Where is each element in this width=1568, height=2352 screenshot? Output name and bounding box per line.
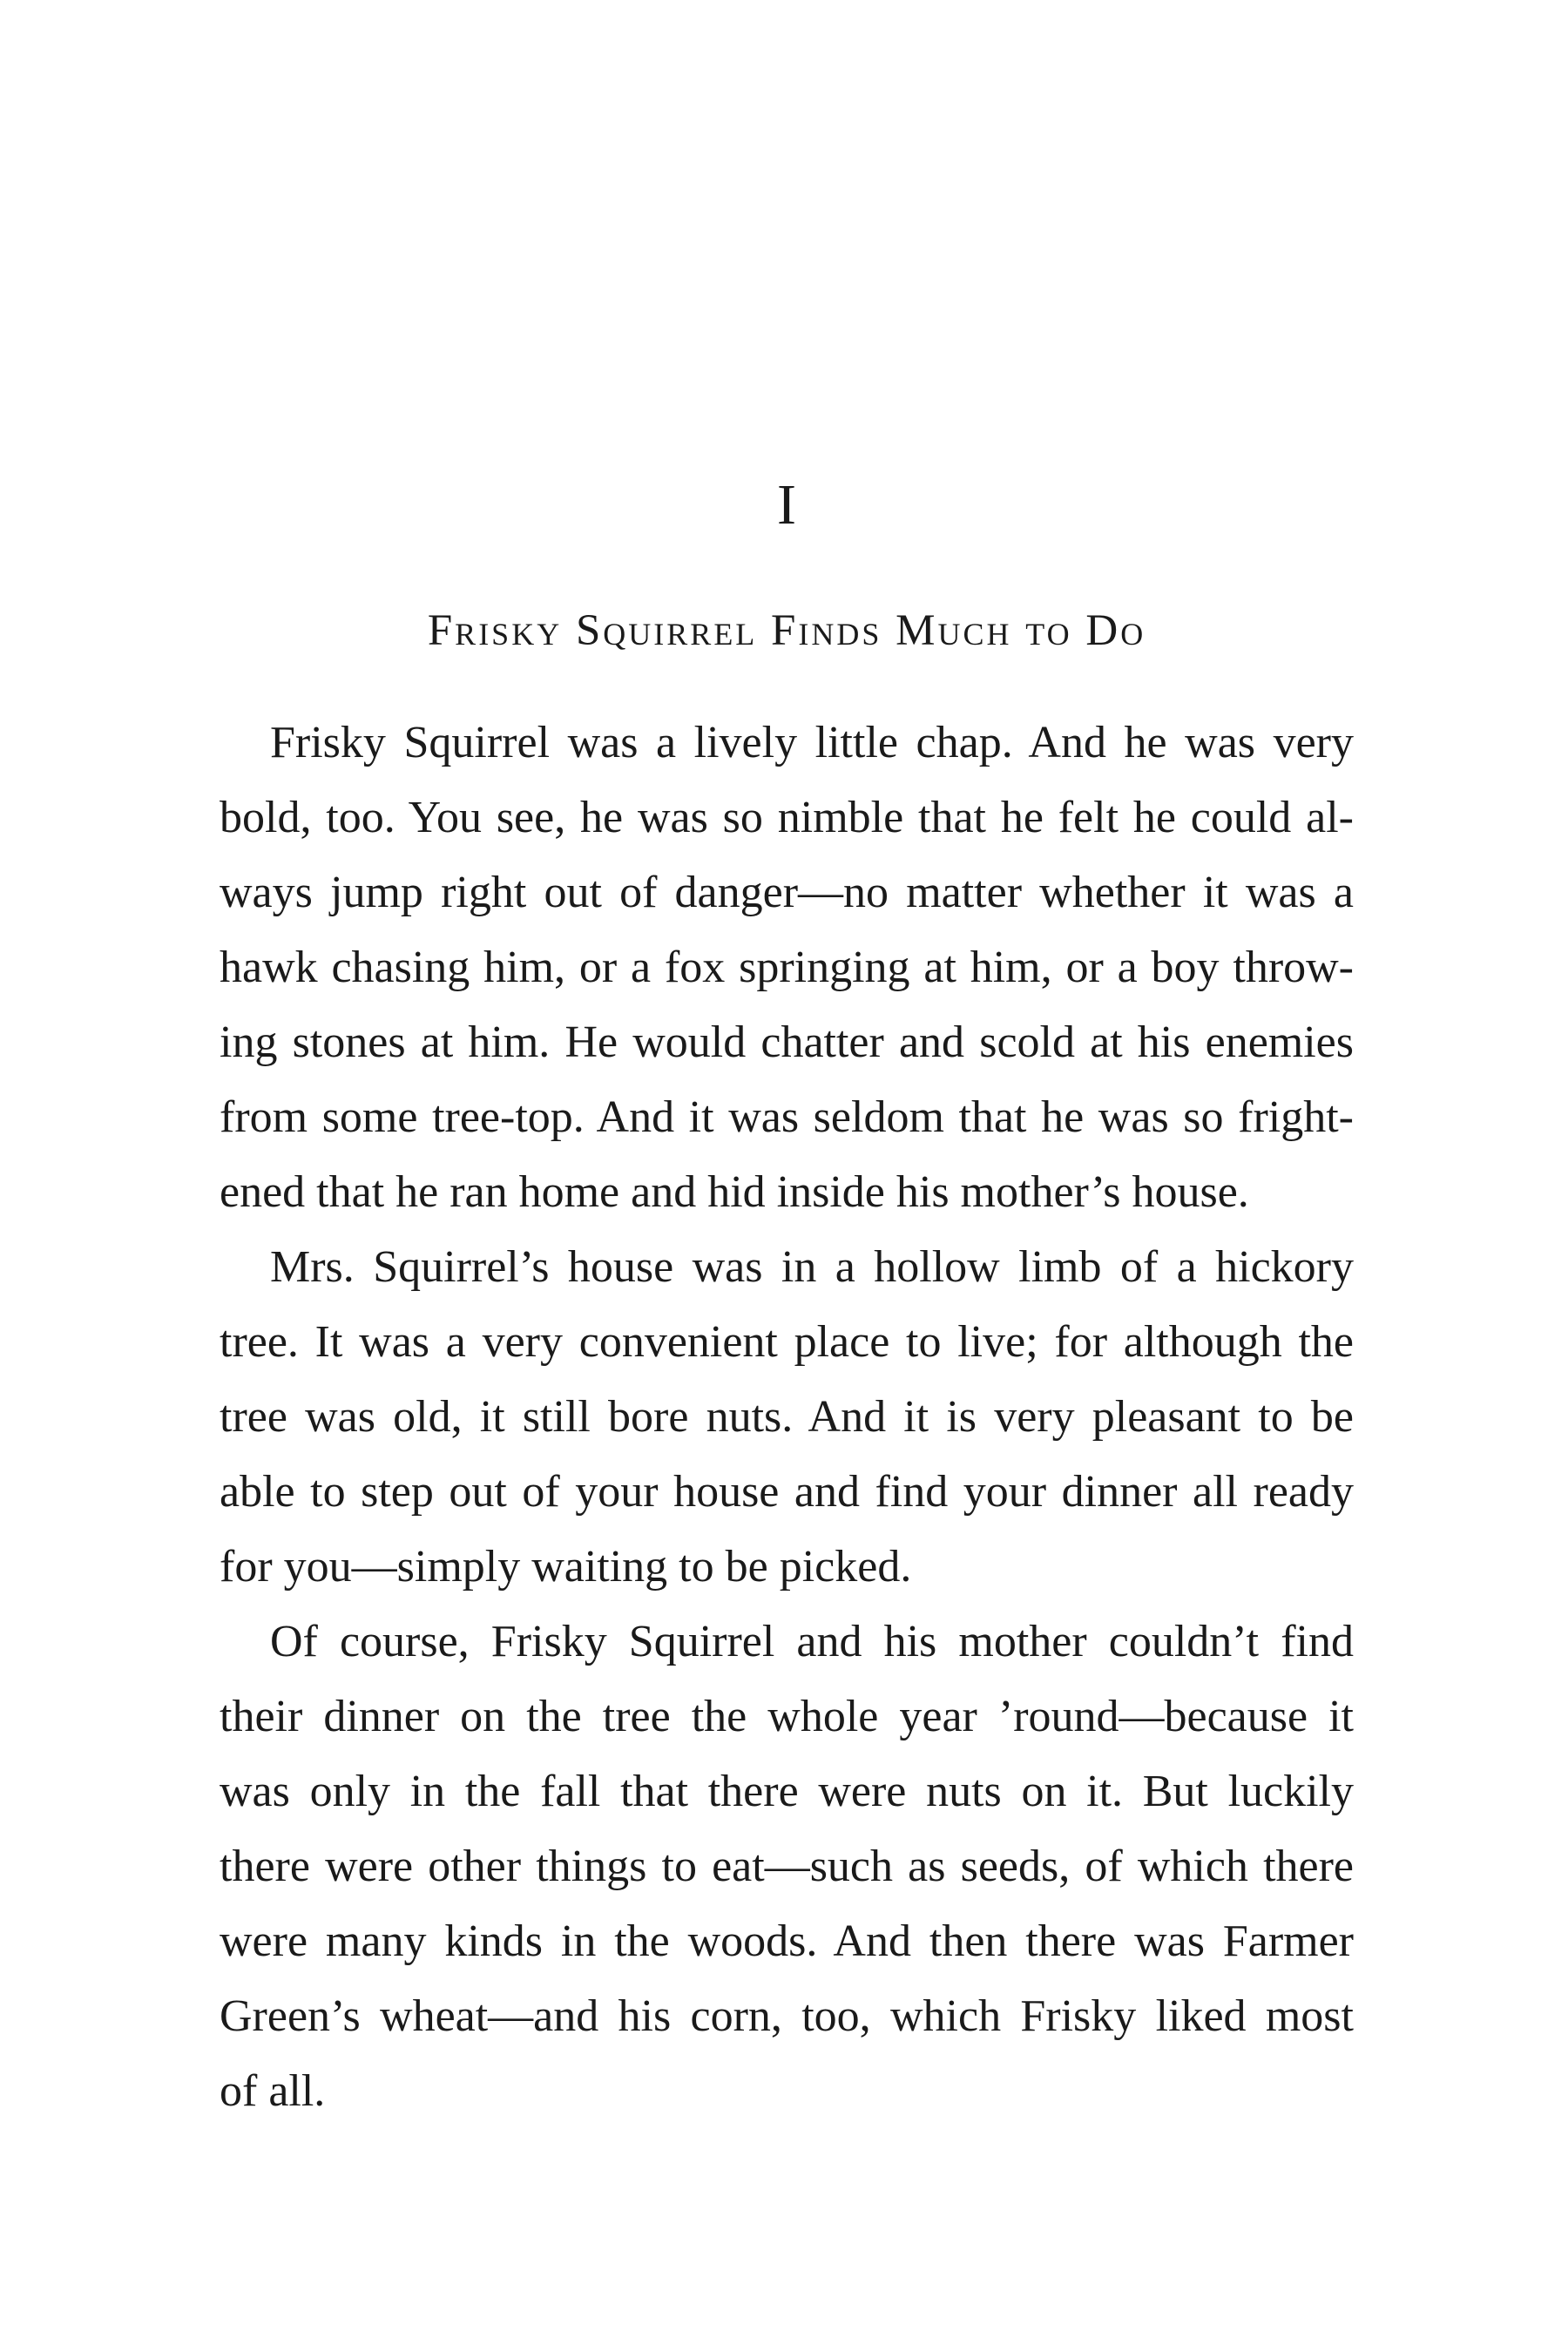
paragraph (220, 1605, 1354, 2129)
book-page (220, 0, 1354, 2352)
text-line: Frisky Squirrel was a lively little chap. And he was very (270, 718, 1354, 767)
text-line: ing stones at him. He would chatter and scold at his enemies (220, 1017, 1354, 1067)
text-line: Of course, Frisky Squirrel and his mother couldn’t find (270, 1617, 1354, 1666)
text-line: there were other things to eat—such as seeds, of which there (220, 1842, 1354, 1891)
text-line: tree was old, it still bore nuts. And it is very pleasant to be (220, 1392, 1354, 1442)
text-line: hawk chasing him, or a fox springing at him, or a boy throw- (220, 943, 1354, 992)
text-line: able to step out of your house and find your dinner all ready (220, 1467, 1354, 1517)
paragraph (220, 706, 1354, 1230)
text-line: of all. (220, 2066, 326, 2116)
paragraph (220, 1230, 1354, 1605)
chapter-body (220, 706, 1354, 2129)
text-line: their dinner on the tree the whole year ’round—because it (220, 1692, 1354, 1741)
text-line: ways jump right out of danger—no matter whether it was a (220, 868, 1354, 917)
chapter-title: Frisky Squirrel Finds Much to Do (427, 606, 1146, 655)
text-line: ened that he ran home and hid inside his mother’s house. (220, 1167, 1249, 1217)
text-line: tree. It was a very convenient place to live; for although the (220, 1317, 1354, 1367)
text-line: bold, too. You see, he was so nimble that he felt he could al- (220, 793, 1354, 842)
text-line: were many kinds in the woods. And then there was Farmer (220, 1916, 1354, 1966)
text-line: Mrs. Squirrel’s house was in a hollow limb of a hickory (270, 1242, 1354, 1292)
text-line: from some tree-top. And it was seldom that he was so fright- (220, 1092, 1354, 1142)
text-line: was only in the fall that there were nuts on it. But luckily (220, 1767, 1354, 1816)
text-line: for you—simply waiting to be picked. (220, 1542, 912, 1592)
text-line: Green’s wheat—and his corn, too, which Frisky liked most (220, 1991, 1354, 2041)
chapter-number: I (777, 473, 796, 537)
